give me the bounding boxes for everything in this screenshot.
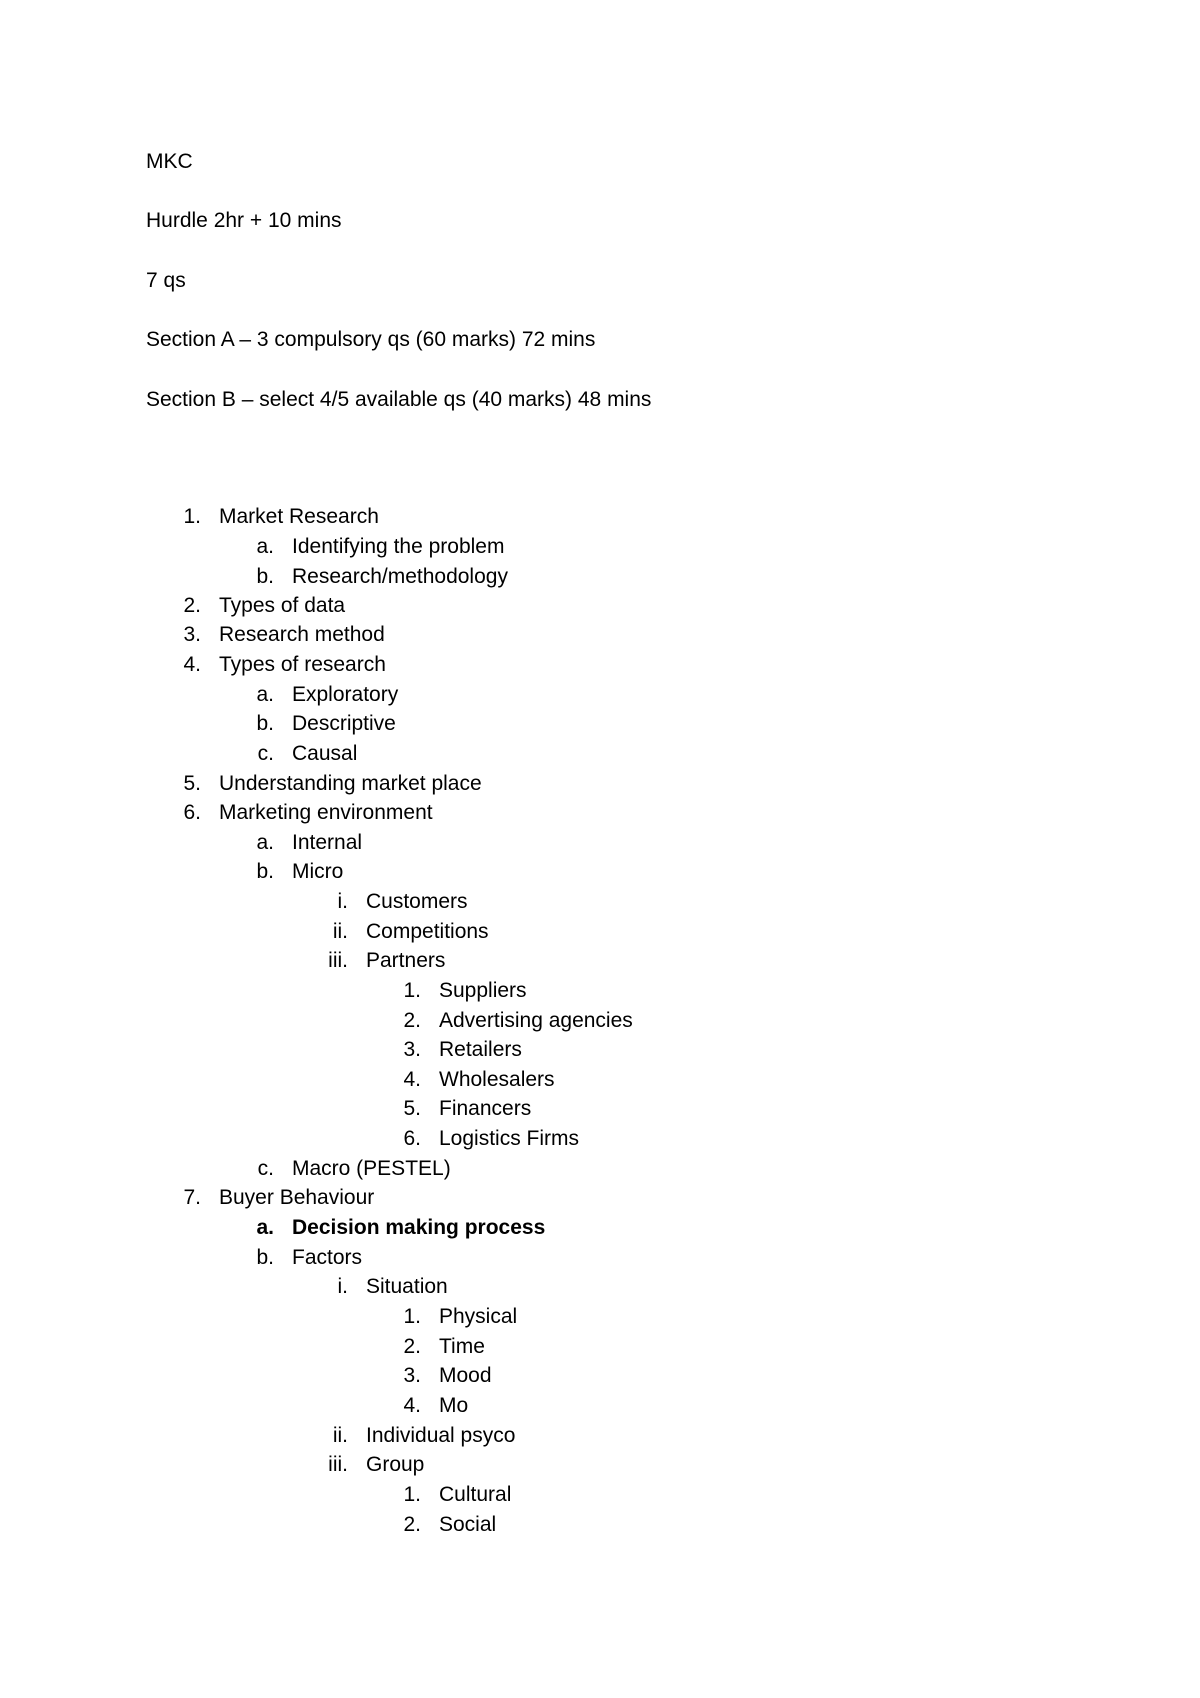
outline-item-text: Exploratory	[292, 683, 399, 706]
outline-item-marker: 7.	[183, 1186, 201, 1209]
outline-item-text: Internal	[292, 831, 363, 854]
outline-item-text: Identifying the problem	[292, 535, 505, 558]
outline-item-text: Market Research	[219, 505, 379, 528]
outline-item-marker: 5.	[183, 772, 201, 795]
outline-item-marker: 3.	[403, 1038, 421, 1061]
outline-item-marker: iii.	[328, 1453, 348, 1476]
outline-item-marker: b.	[256, 565, 274, 588]
outline-item-marker: 5.	[403, 1097, 421, 1120]
outline-item-marker: 2.	[183, 594, 201, 617]
outline-item-marker: c.	[257, 742, 274, 765]
outline-item-text: Partners	[366, 949, 446, 972]
outline-item-text: Social	[439, 1513, 497, 1536]
outline-item-text: Research method	[219, 623, 385, 646]
outline-item-text: Mo	[439, 1394, 469, 1417]
outline-item-marker: 3.	[183, 623, 201, 646]
outline-item-text: Types of data	[219, 594, 346, 617]
outline-item-marker: i.	[337, 1275, 348, 1298]
outline-item-marker: b.	[256, 712, 274, 735]
outline-item-marker: 1.	[183, 505, 201, 528]
outline-item-text: Individual psyco	[366, 1424, 516, 1447]
outline-item-marker: 6.	[403, 1127, 421, 1150]
outline-item-text: Understanding market place	[219, 772, 482, 795]
outline-item-text: Advertising agencies	[439, 1009, 633, 1032]
outline-item-marker: 1.	[403, 1305, 421, 1328]
outline-item-marker: a.	[256, 683, 274, 706]
outline-item-marker: b.	[256, 860, 274, 883]
outline-item-marker: b.	[256, 1246, 274, 1269]
outline-item-marker: 4.	[183, 653, 201, 676]
outline-item-marker: 6.	[183, 801, 201, 824]
outline-item-text: Group	[366, 1453, 425, 1476]
outline-item-text: Decision making process	[292, 1216, 546, 1239]
outline-item-marker: 3.	[403, 1364, 421, 1387]
outline-item-text: Cultural	[439, 1483, 512, 1506]
outline-item-text: Descriptive	[292, 712, 396, 735]
outline-item-marker: 2.	[403, 1009, 421, 1032]
outline-item-text: Research/methodology	[292, 565, 508, 588]
outline-item-marker: 1.	[403, 979, 421, 1002]
outline-item-text: Retailers	[439, 1038, 522, 1061]
outline-item-marker: 4.	[403, 1394, 421, 1417]
outline-item-text: Time	[439, 1335, 485, 1358]
outline-item-marker: c.	[257, 1157, 274, 1180]
outline-item-text: Financers	[439, 1097, 532, 1120]
course-title: MKC	[146, 150, 193, 173]
outline-item-marker: 2.	[403, 1335, 421, 1358]
outline-item-marker: ii.	[332, 1424, 348, 1447]
outline-item-marker: a.	[256, 831, 274, 854]
outline-item-marker: i.	[337, 890, 348, 913]
outline-item-text: Physical	[439, 1305, 518, 1328]
outline-item-marker: a.	[256, 1216, 274, 1239]
outline-item-marker: 1.	[403, 1483, 421, 1506]
outline-item-text: Logistics Firms	[439, 1127, 580, 1150]
hurdle-info: Hurdle 2hr + 10 mins	[146, 209, 342, 232]
outline-item-marker: a.	[256, 535, 274, 558]
section-a-info: Section A – 3 compulsory qs (60 marks) 72 mins	[146, 328, 596, 351]
outline-item-text: Situation	[366, 1275, 448, 1298]
outline-item-text: Buyer Behaviour	[219, 1186, 375, 1209]
section-b-info: Section B – select 4/5 available qs (40 marks) 48 mins	[146, 388, 652, 411]
outline-item-text: Types of research	[219, 653, 386, 676]
outline-item-text: Macro (PESTEL)	[292, 1157, 451, 1180]
question-count: 7 qs	[146, 269, 186, 292]
outline-item-text: Competitions	[366, 920, 489, 943]
outline-item-text: Marketing environment	[219, 801, 433, 824]
outline-item-text: Customers	[366, 890, 468, 913]
outline-item-marker: 4.	[403, 1068, 421, 1091]
outline-item-text: Mood	[439, 1364, 492, 1387]
outline-item-text: Wholesalers	[439, 1068, 555, 1091]
outline-item-text: Suppliers	[439, 979, 527, 1002]
outline-item-marker: 2.	[403, 1513, 421, 1536]
outline-item-text: Factors	[292, 1246, 363, 1269]
outline-item-marker: ii.	[332, 920, 348, 943]
outline-item-text: Causal	[292, 742, 358, 765]
outline-item-marker: iii.	[328, 949, 348, 972]
outline-item-text: Micro	[292, 860, 344, 883]
